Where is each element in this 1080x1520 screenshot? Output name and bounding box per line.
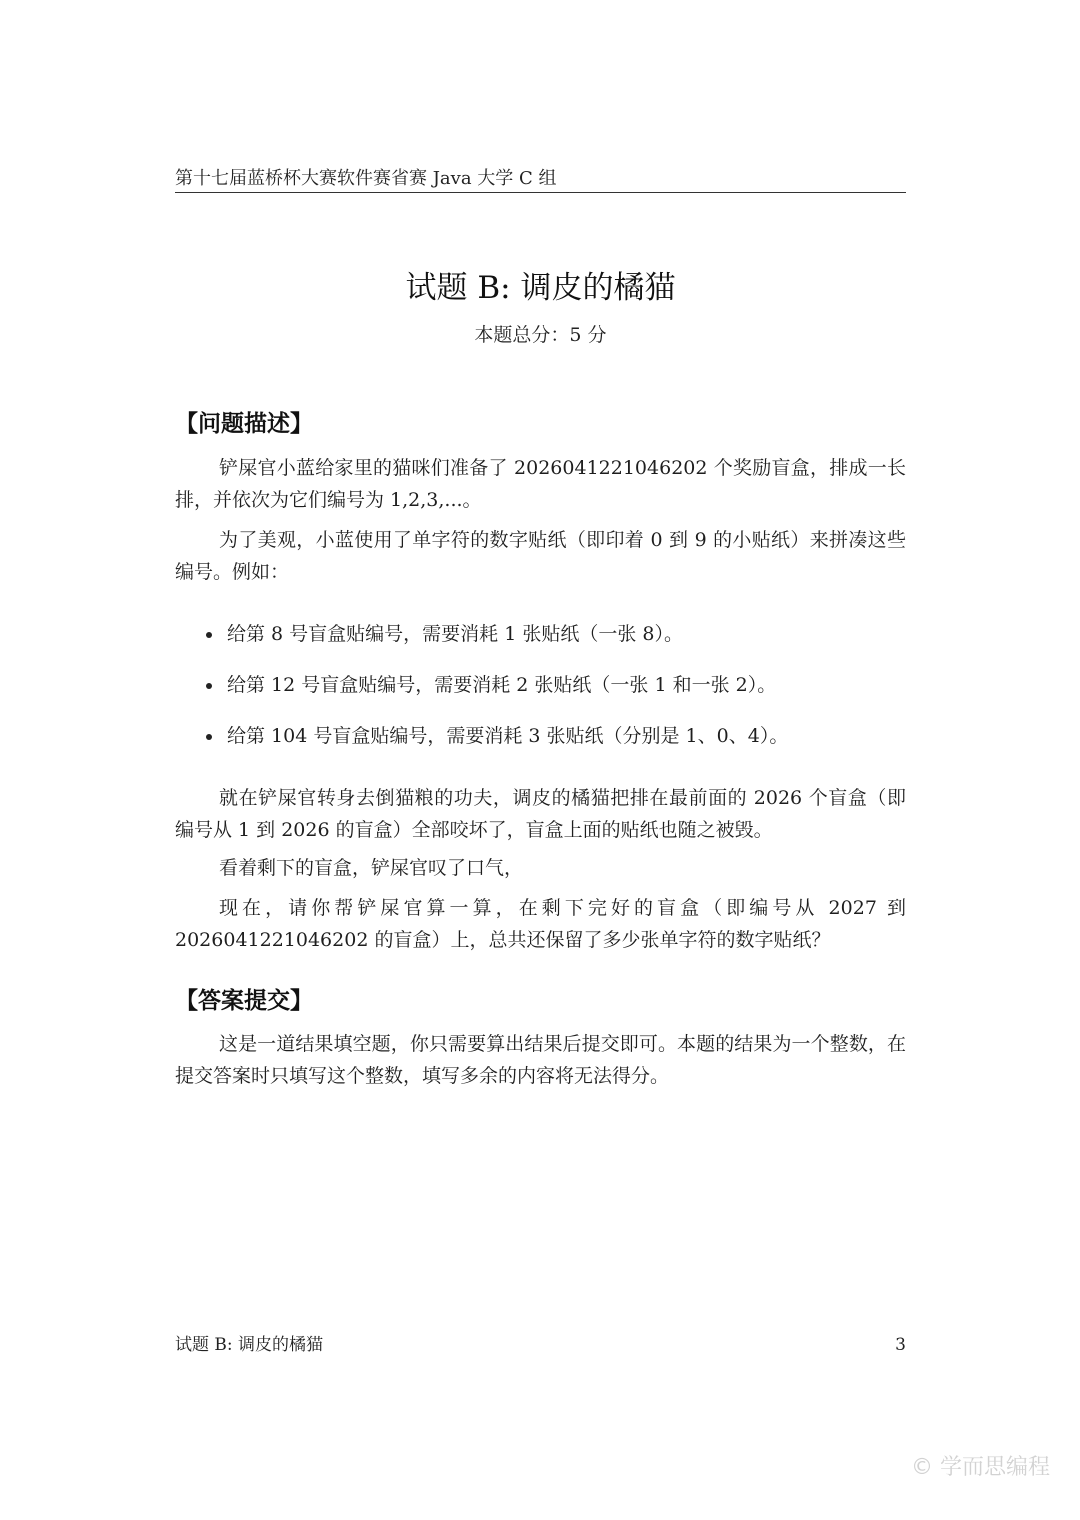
page-number: 3 [895,1335,906,1355]
watermark: © 学而思编程 [911,1455,1050,1480]
description-paragraph-2: 为了美观，小蓝使用了单字符的数字贴纸（即印着 0 到 9 的小贴纸）来拼凑这些编号。例如： [175,529,906,583]
problem-title: 试题 B: 调皮的橘猫 [405,270,676,306]
answer-submission-heading: 【答案提交】 [175,988,313,1014]
bullet-icon [206,632,212,638]
description-paragraph-1: 铲屎官小蓝给家里的猫咪们准备了 2026041221046202 个奖励盲盒，排成一长排，并依次为它们编号为 1,2,3,...。 [175,457,906,511]
bullet-icon [206,683,212,689]
sigh-paragraph: 看着剩下的盲盒，铲屎官叹了口气， [219,857,524,879]
example-text: 给第 12 号盲盒贴编号，需要消耗 2 张贴纸（一张 1 和一张 2）。 [227,674,777,696]
list-item [175,720,906,771]
header-rule [175,192,906,193]
example-text: 给第 8 号盲盒贴编号，需要消耗 1 张贴纸（一张 8）。 [227,623,683,645]
question-paragraph: 现在，请你帮铲屎官算一算，在剩下完好的盲盒（即编号从 2027 到 2026041221046202 的盲盒）上，总共还保留了多少张单字符的数字贴纸？ [175,897,906,951]
footer-title: 试题 B: 调皮的橘猫 [175,1335,324,1355]
example-text: 给第 104 号盲盒贴编号，需要消耗 3 张贴纸（分别是 1、0、4）。 [227,725,789,747]
bullet-icon [206,734,212,740]
total-score: 本题总分：5 分 [474,324,607,346]
examples-list [175,618,906,771]
list-item [175,618,906,669]
list-item [175,669,906,720]
problem-description-heading: 【问题描述】 [175,411,313,437]
page-header: 第十七届蓝桥杯大赛软件赛省赛 Java 大学 C 组 [175,168,557,189]
answer-instructions: 这是一道结果填空题，你只需要算出结果后提交即可。本题的结果为一个整数，在提交答案时只填写这个整数，填写多余的内容将无法得分。 [175,1033,906,1087]
story-paragraph: 就在铲屎官转身去倒猫粮的功夫，调皮的橘猫把排在最前面的 2026 个盲盒（即编号从 1 到 2026 的盲盒）全部咬坏了，盲盒上面的贴纸也随之被毁。 [175,787,906,841]
